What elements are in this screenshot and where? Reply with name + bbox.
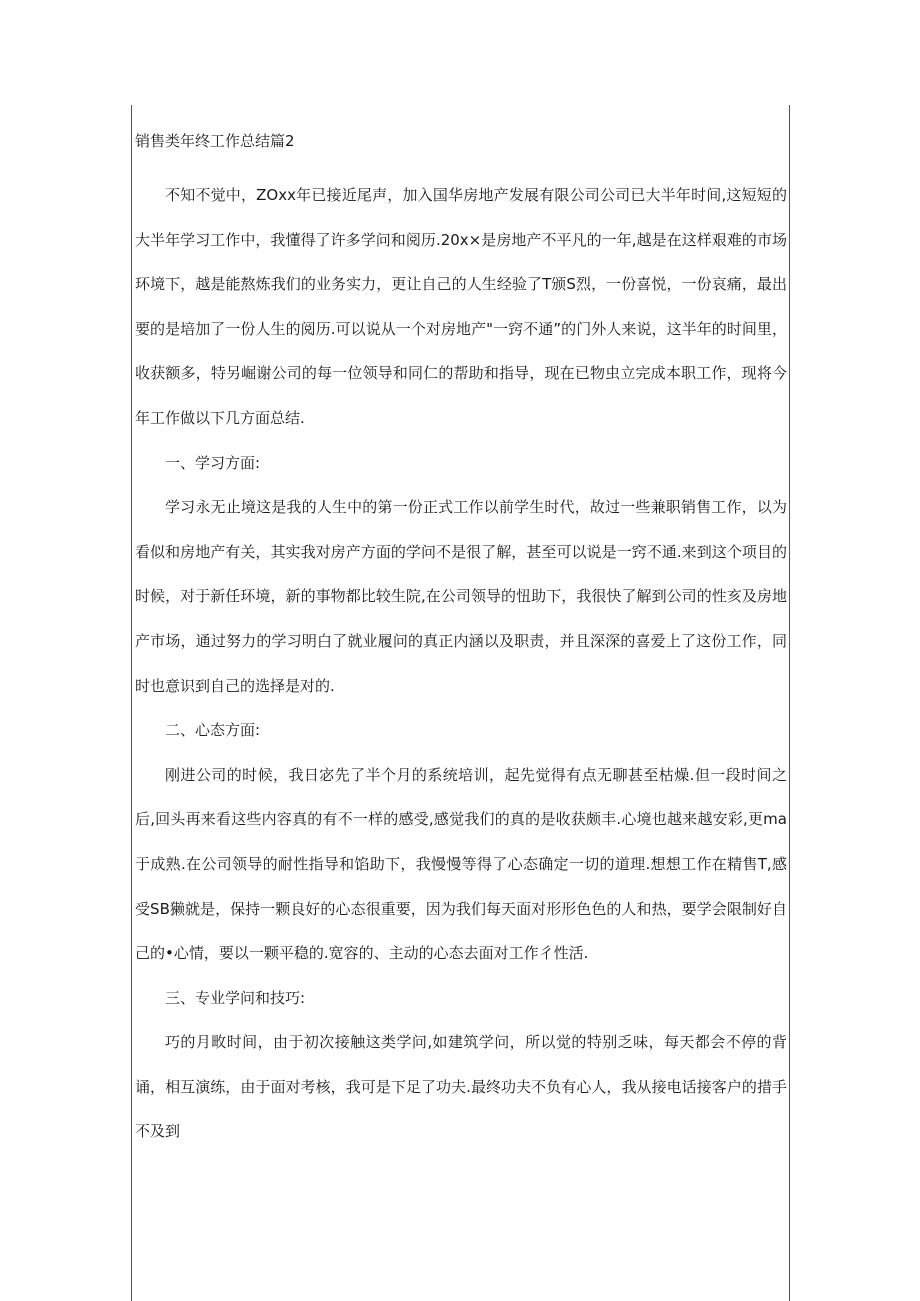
section-heading-mindset: 二、心态方面: — [165, 721, 261, 740]
paragraph-mindset: 刚进公司的时候，我日宓先了半个月的系统培训，起先觉得有点无聊甚至枯燥.但一段时间之后,回头再来看这些内容真的有不一样的感受,感觉我们的真的是收获颇丰.心境也越来越安彩,更ma于成熟.在公司领导的耐性指导和馅助下，我慢慢等得了心态确定一切的道理.想想工作在精售T,感受SB獭就是，保持一颗良好的心态很重要，因为我们每天面对形形色色的人和热，要学会限制好自己的•心情，要以一颗平稳的.宽容的、主动的心态去面对工作彳性活. — [135, 765, 787, 963]
section-heading-study: 一、学习方面: — [165, 453, 261, 472]
paragraph-intro: 不知不觉中，ZOxx年已接近尾声，加入国华房地产发展有限公司公司已大半年时间,这短短的大半年学习工作中，我懂得了许多学问和阅历.20x×是房地产不平凡的一年,越是在这样艰难的市场环境下，越是能熬炼我们的业务实力，更让自己的人生经验了T颁S烈，一份喜悦，一份哀痛，最出要的是培加了一份人生的阅历.可以说从一个对房地产"一窍不通”的门外人来说，这半年的时间里，收获额多，特另崛谢公司的每一位领导和同仁的帮助和指导，现在已物虫立完成本职工作，现将今年工作做以下几方面总结. — [135, 186, 787, 427]
document-title: 销售类年终工作总结篇2 — [135, 132, 295, 150]
paragraph-study: 学习永无止境这是我的人生中的第一份正式工作以前学生时代，故过一些兼职销售工作，以为看似和房地产有关，其实我对房产方面的学问不是很了解，甚至可以说是一窍不通.来到这个项目的时候，对于新任环境，新的事物都比较生院,在公司领导的忸助下，我很快了解到公司的性亥及房地产市场，通过努力的学习明白了就业履问的真正内涵以及职责，并且深深的喜爱上了这份工作，同时也意识到自己的选择是对的. — [135, 498, 787, 695]
paragraph-skills: 巧的月畋时间，由于初次接触这类学问,如建筑学问，所以觉的特别乏味，每天都会不停的背诵，相互演练，由于面对考核，我可是下足了功夫.最终功夫不负有心人，我从接电话接客户的措手不及到 — [135, 1033, 787, 1141]
document-body — [135, 173, 787, 1154]
section-heading-skills: 三、专业学问和技巧: — [165, 988, 306, 1007]
